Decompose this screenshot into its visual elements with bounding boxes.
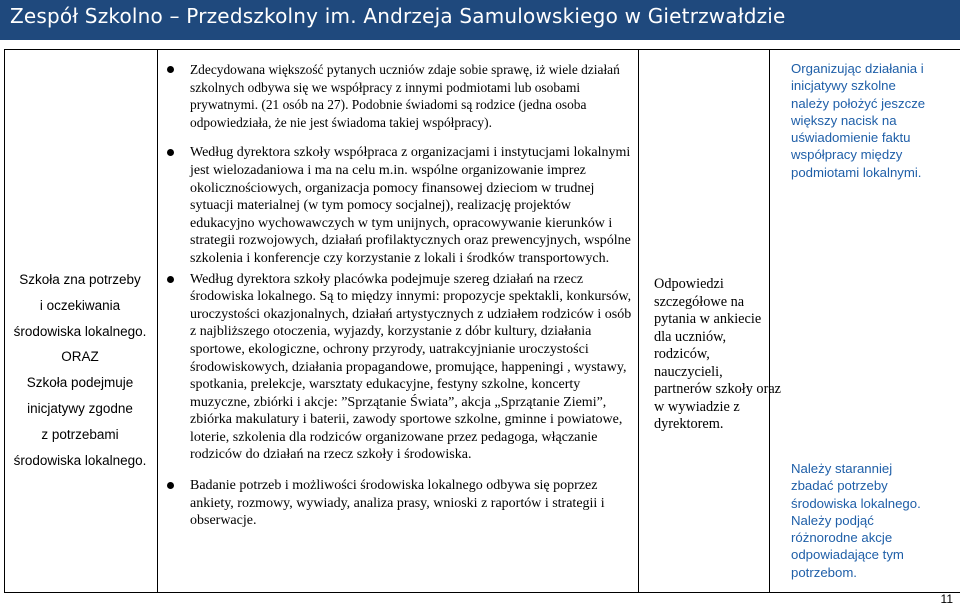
list-item [163, 477, 637, 530]
requirement-line: inicjatywy zgodne [27, 400, 133, 416]
requirement-line: i oczekiwania [39, 297, 121, 313]
bullet-icon [167, 149, 174, 156]
sources-text: Odpowiedzi szczegółowe na pytania w ankiecie dla uczniów, rodziców, nauczycieli, partnerów szkoły oraz w wywiadzie z dyrektorem. [654, 276, 782, 432]
requirement-line: środowiska lokalnego. [13, 323, 147, 339]
requirement-line: Szkoła zna potrzeby [19, 272, 141, 287]
page-title: Zespół Szkolno – Przedszkolny im. Andrzeja Samulowskiego w Gietrzwałdzie [10, 4, 786, 28]
bullet-icon [167, 276, 174, 283]
page-number: 11 [940, 592, 953, 606]
header-bar [0, 0, 960, 40]
bullet-icon [167, 482, 174, 489]
finding-text: Badanie potrzeb i możliwości środowiska lokalnego odbywa się poprzez ankiety, rozmowy, wywiady, analiza prasy, wnioski z raportów i strategii i obserwacje. [190, 478, 605, 529]
recommendation-text: Organizując działania i inicjatywy szkolne należy położyć jeszcze większy nacisk na uświadomienie faktu współpracy między podmiotami lokalnymi. [791, 61, 926, 180]
finding-text: Zdecydowana większość pytanych uczniów zdaje sobie sprawę, iż wiele działań szkolnych odbywa się we współpracy z innymi podmiotami lub osobami prywatnymi. (21 osób na 27). Podobnie świadomi są rodzice (jedna osoba odpowiedziała, że nie jest świadoma takiej współpracy). [190, 62, 620, 130]
findings-list [163, 61, 637, 530]
finding-text: Według dyrektora szkoły placówka podejmuje szereg działań na rzecz środowiska lokalnego. Są to między innymi: propozycje spektakli, konkursów, uroczystości okazjonalnych, działań artystycznych z udziałem rodziców i osób z najbliższego otoczenia, wyjazdy, korzystanie z dóbr kultury, działania sportowe, ekologiczne, ochrony przyrody, uatrakcyjnianie uroczystości środowiskowych, działania propagandowe, promujące, happeningi , wystawy, spotkania, prelekcje, warsztaty edukacyjne, festyny szkolne, koncerty muzyczne, zbiórki i akcje: ”Sprzątanie Świata”, akcja „Sprzątanie Ziemi”, zbiórka makulatury i baterii, zawody sportowe szkolne, gminne i powiatowe, loterie, szkolenia dla rodziców organizowane przez pedagoga, włączanie rodziców do działań na rzecz szkoły i środowiska. [190, 271, 632, 463]
list-item [163, 61, 637, 131]
requirement-line: z potrzebami [41, 426, 119, 442]
requirement-text [4, 267, 156, 473]
list-item [163, 271, 637, 465]
recommendation-text: Należy staranniej zbadać potrzeby środowiska lokalnego. Należy podjąć różnorodne akcje odpowiadające tym potrzebom. [791, 461, 921, 580]
requirement-line: Szkoła podejmuje [26, 375, 134, 391]
finding-text: Według dyrektora szkoły współpraca z organizacjami i instytucjami lokalnymi jest wielozadaniowa i ma na celu m.in. wspólne organizowanie imprez okolicznościowych, organizacja pomocy finansowej dzieciom w trudnej sytuacji materialnej (w tym pomocy socjalnej), realizację projektów edukacyjno wychowawczych w tym unijnych, opracowywanie kierunków i strategii rozwojowych, działań profilaktycznych oraz prewencyjnych, wspólne szkolenia i konferencje czy korzystanie z lokali i środków transportowych. [190, 145, 631, 266]
bullet-icon [167, 66, 174, 73]
requirement-line: środowiska lokalnego. [13, 452, 147, 468]
list-item [163, 144, 637, 267]
requirement-line: ORAZ [61, 349, 99, 365]
